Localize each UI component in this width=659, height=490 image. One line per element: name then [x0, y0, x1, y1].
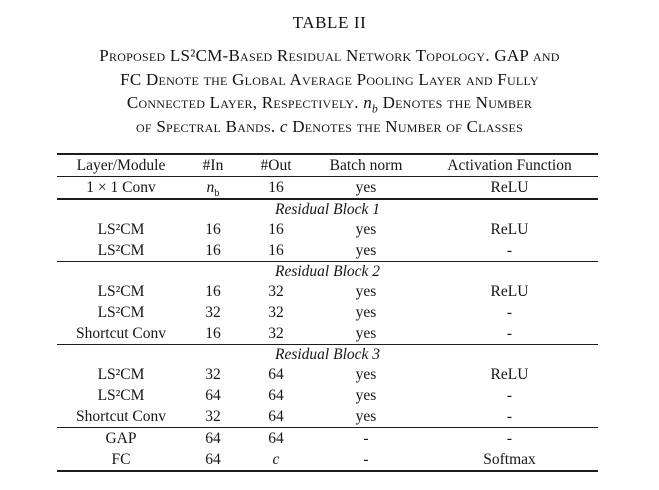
cell-activation: Softmax [483, 451, 536, 468]
header-row [57, 155, 598, 176]
cell-in: 64 [205, 451, 221, 468]
column-header-in: #In [202, 157, 224, 174]
topology-table [57, 153, 598, 472]
table-row-fc [57, 449, 598, 470]
table-row [57, 406, 598, 427]
cell-out: 64 [268, 366, 284, 383]
cell-out: 16 [268, 221, 284, 238]
cell-batchnorm: yes [355, 366, 377, 383]
table-label: TABLE II [292, 13, 367, 32]
cell-layer: 1 × 1 Conv [86, 179, 156, 196]
cell-in: $n_b$ [206, 179, 220, 200]
caption-line-3: Connected Layer, Respectively. $n_b$ Denotes the Number [126, 93, 533, 116]
cell-in: 32 [205, 304, 221, 321]
cell-activation: ReLU [490, 366, 529, 383]
cell-layer: GAP [105, 430, 137, 447]
cell-layer: LS²CM [97, 366, 145, 383]
table-row [57, 302, 598, 323]
table-row [57, 364, 598, 385]
column-header-activation: Activation Function [447, 157, 572, 174]
cell-in: 32 [205, 408, 221, 425]
cell-activation: ReLU [490, 283, 529, 300]
cell-in: 64 [205, 387, 221, 404]
cell-out: 16 [268, 242, 284, 259]
math-c: c [279, 116, 288, 136]
section-row-block1: Residual Block 1 [274, 201, 381, 218]
cell-in: 16 [205, 242, 221, 259]
cell-layer: Shortcut Conv [76, 408, 166, 425]
cell-batchnorm: yes [355, 408, 377, 425]
section-row-block2: Residual Block 2 [274, 263, 381, 280]
cell-out: 64 [268, 408, 284, 425]
cell-out: c [272, 451, 280, 468]
cell-batchnorm: yes [355, 179, 377, 196]
cell-in: 32 [205, 366, 221, 383]
cell-layer: Shortcut Conv [76, 325, 166, 342]
section-row-block3: Residual Block 3 [274, 346, 381, 363]
cell-layer: LS²CM [97, 283, 145, 300]
table-row [57, 385, 598, 406]
cell-out: 16 [268, 179, 284, 196]
table-row [57, 281, 598, 302]
table-caption [12, 44, 647, 138]
cell-batchnorm: yes [355, 242, 377, 259]
table-row [57, 240, 598, 261]
cell-in: 16 [205, 283, 221, 300]
cell-activation: - [506, 408, 513, 425]
cell-batchnorm: - [363, 451, 369, 468]
table-row [57, 219, 598, 240]
table-row [57, 323, 598, 344]
cell-activation: - [506, 242, 513, 259]
table-rule-bottom [57, 470, 598, 472]
caption-line-1: Proposed LS²CM-Based Residual Network Topology. GAP and [99, 46, 560, 65]
table-row-gap [57, 428, 598, 449]
cell-in: 16 [205, 325, 221, 342]
table-row-conv [57, 177, 598, 198]
cell-batchnorm: yes [355, 304, 377, 321]
cell-out: 32 [268, 304, 284, 321]
cell-batchnorm: yes [355, 387, 377, 404]
cell-batchnorm: yes [355, 221, 377, 238]
math-nb: $n_b$ [363, 93, 379, 116]
column-header-out: #Out [260, 157, 292, 174]
cell-in: 64 [205, 430, 221, 447]
cell-batchnorm: yes [355, 283, 377, 300]
cell-activation: - [506, 430, 513, 447]
cell-activation: ReLU [490, 179, 529, 196]
cell-in: 16 [205, 221, 221, 238]
cell-layer: LS²CM [97, 221, 145, 238]
cell-layer: LS²CM [97, 387, 145, 404]
column-header-layer: Layer/Module [76, 157, 166, 174]
cell-activation: - [506, 304, 513, 321]
cell-layer: LS²CM [97, 242, 145, 259]
caption-line-2: FC Denote the Global Average Pooling Layer and Fully [120, 69, 539, 89]
cell-batchnorm: - [363, 430, 369, 447]
cell-layer: LS²CM [97, 304, 145, 321]
cell-activation: - [506, 387, 513, 404]
cell-out: 64 [268, 387, 284, 404]
cell-out: 32 [268, 325, 284, 342]
caption-line-4: of Spectral Bands. c Denotes the Number of Classes [135, 116, 524, 136]
cell-activation: - [506, 325, 513, 342]
cell-batchnorm: yes [355, 325, 377, 342]
cell-out: 32 [268, 283, 284, 300]
cell-activation: ReLU [490, 221, 529, 238]
cell-layer: FC [111, 451, 131, 468]
column-header-batchnorm: Batch norm [329, 157, 403, 174]
cell-out: 64 [268, 430, 284, 447]
